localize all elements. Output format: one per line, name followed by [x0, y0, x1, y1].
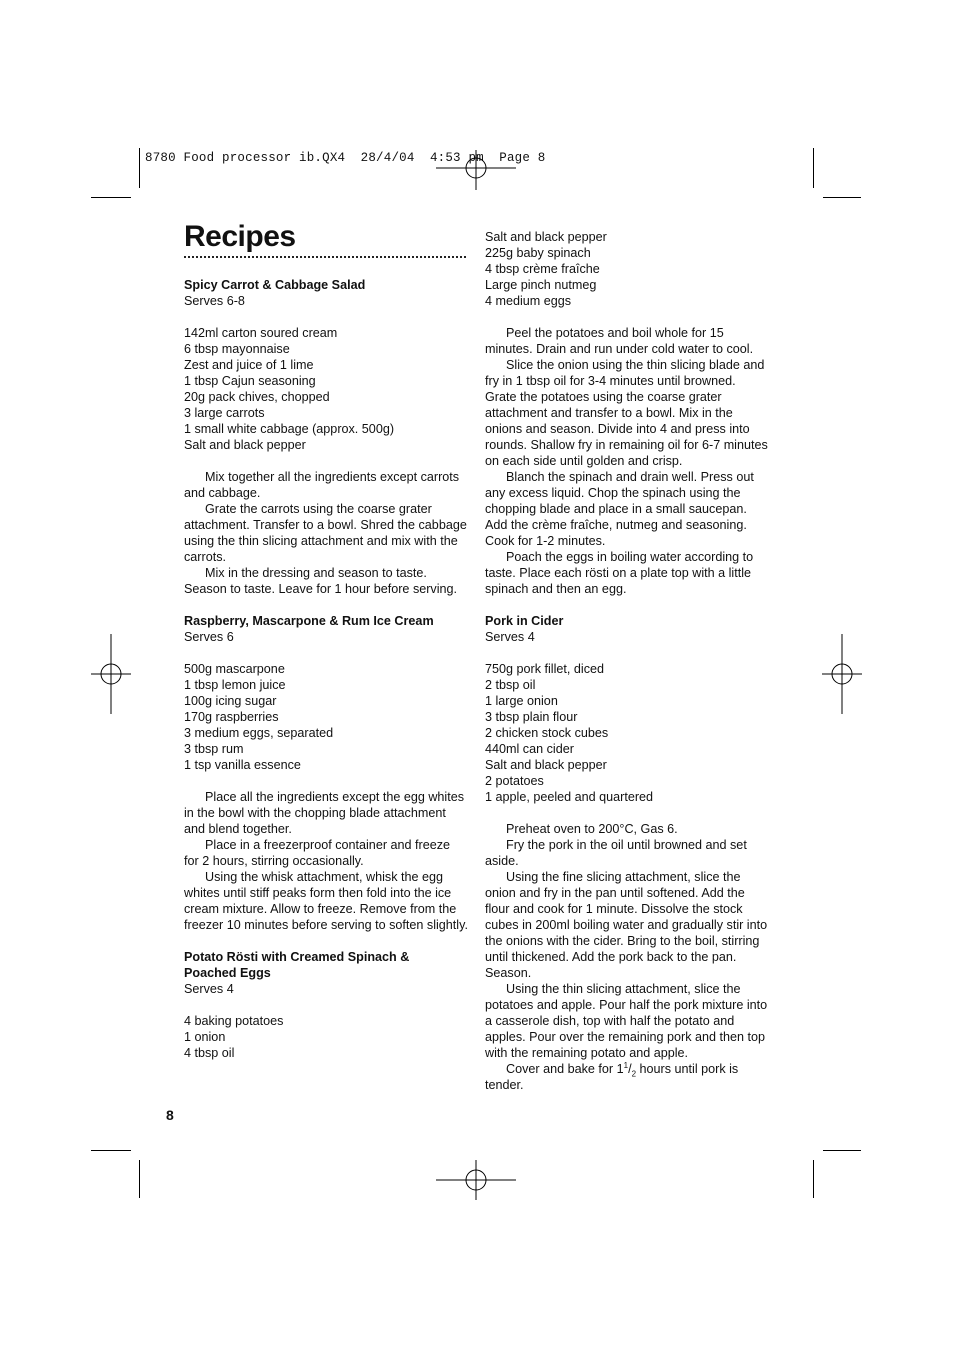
ingredient-item: 100g icing sugar [184, 694, 277, 708]
ingredient-item: 1 tsp vanilla essence [184, 758, 301, 772]
crop-mark [823, 197, 861, 198]
ingredient-item: 1 apple, peeled and quartered [485, 790, 654, 804]
left-column [184, 277, 468, 1061]
ingredient-item: 1 large onion [485, 694, 558, 708]
method-steps [184, 469, 468, 597]
method-step: Using the whisk attachment, whisk the egg whites until stiff peaks form then fold into the ice cream mixture. Allow to freeze. Remove from the freezer 10 minutes before serving to soften slightly. [184, 870, 468, 932]
method-step: Place all the ingredients except the egg whites in the bowl with the chopping blade attachment and blend together. [184, 790, 465, 836]
recipe-serves: Serves 4 [184, 982, 234, 996]
registration-mark-icon [436, 1160, 516, 1200]
method-step: Grate the carrots using the coarse grater attachment. Transfer to a bowl. Shred the cabbage using the thin slicing attachment and mix with the carrots. [184, 502, 467, 564]
ingredient-list [184, 661, 468, 773]
registration-mark-icon [91, 634, 131, 714]
method-step: Peel the potatoes and boil whole for 15 minutes. Drain and run under cold water to cool. [485, 326, 754, 356]
method-step: Cover and bake for $1^1/_2$ hours until pork is tender. [485, 1060, 739, 1092]
ingredient-item: Large pinch nutmeg [485, 278, 597, 292]
recipe-title: Poached Eggs [184, 966, 271, 980]
method-step: Fry the pork in the oil until browned and set aside. [485, 838, 747, 868]
method-step: Blanch the spinach and drain well. Press out any excess liquid. Chop the spinach using the chopping blade and place in a small saucepan. Add the crème fraîche, nutmeg and seasoning. Cook for 1-2 minutes. [485, 470, 754, 548]
method-steps [485, 325, 769, 597]
recipe-serves: Serves 4 [485, 630, 535, 644]
ingredient-list [184, 325, 468, 453]
ingredient-item: 1 onion [184, 1030, 226, 1044]
ingredient-item: Salt and black pepper [184, 438, 306, 452]
ingredient-item: 225g baby spinach [485, 246, 591, 260]
ingredient-item: 4 tbsp oil [184, 1046, 235, 1060]
ingredient-list [184, 1013, 468, 1061]
method-steps [184, 789, 468, 933]
ingredient-item: 20g pack chives, chopped [184, 390, 330, 404]
method-step: Place in a freezerproof container and freeze for 2 hours, stirring occasionally. [184, 838, 451, 868]
print-slug: 8780 Food processor ib.QX4 28/4/04 4:53 pm Page 8 [145, 151, 546, 165]
crop-mark [813, 1160, 814, 1198]
ingredient-item: 4 baking potatoes [184, 1014, 284, 1028]
ingredient-item: 6 tbsp mayonnaise [184, 342, 290, 356]
registration-mark-icon [436, 150, 516, 190]
ingredient-item: 1 small white cabbage (approx. 500g) [184, 422, 395, 436]
method-step: Poach the eggs in boiling water according to taste. Place each rösti on a plate top with a little spinach and then an egg. [485, 550, 754, 596]
ingredient-list [485, 229, 769, 309]
ingredient-item: 500g mascarpone [184, 662, 285, 676]
method-steps [485, 821, 769, 1061]
ingredient-item: 2 chicken stock cubes [485, 726, 609, 740]
ingredient-item: 3 tbsp plain flour [485, 710, 578, 724]
method-step: Using the thin slicing attachment, slice the potatoes and apple. Pour half the pork mixture into a casserole dish, top with half the potato and apples. Pour over the remaining pork and then top with the remaining potato and apple. [485, 982, 768, 1060]
page-title: Recipes [184, 220, 296, 253]
ingredient-item: 4 medium eggs [485, 294, 572, 308]
crop-mark [139, 148, 140, 188]
crop-mark [823, 1150, 861, 1151]
method-step: Mix in the dressing and season to taste. Season to taste. Leave for 1 hour before serving. [184, 566, 458, 596]
recipe-title: Spicy Carrot & Cabbage Salad [184, 278, 366, 292]
ingredient-item: 1 tbsp lemon juice [184, 678, 286, 692]
ingredient-item: 2 potatoes [485, 774, 544, 788]
crop-mark [813, 148, 814, 188]
ingredient-item: Salt and black pepper [485, 230, 607, 244]
crop-mark [91, 1150, 131, 1151]
title-divider [184, 256, 466, 258]
recipe-title: Potato Rösti with Creamed Spinach & [184, 950, 410, 964]
method-step: Preheat oven to 200°C, Gas 6. [506, 822, 678, 836]
ingredient-item: 2 tbsp oil [485, 678, 536, 692]
recipe-title: Raspberry, Mascarpone & Rum Ice Cream [184, 614, 434, 628]
registration-mark-icon [822, 634, 862, 714]
ingredient-item: 3 large carrots [184, 406, 265, 420]
ingredient-item: 142ml carton soured cream [184, 326, 338, 340]
right-column [485, 229, 769, 1093]
crop-mark [91, 197, 131, 198]
method-step: Slice the onion using the thin slicing blade and fry in 1 tbsp oil for 3-4 minutes until browned. Grate the potatoes using the coarse grater attachment and transfer to a bowl. Mix in the onions and season. Divide into 4 and press into rounds. Shallow fry in remaining oil for 6-7 minutes on each side until golden and crisp. [485, 358, 768, 468]
ingredient-item: 3 tbsp rum [184, 742, 244, 756]
ingredient-item: 440ml can cider [485, 742, 574, 756]
ingredient-item: Zest and juice of 1 lime [184, 358, 314, 372]
ingredient-item: 1 tbsp Cajun seasoning [184, 374, 316, 388]
ingredient-item: 4 tbsp crème fraîche [485, 262, 600, 276]
ingredient-list [485, 661, 769, 805]
recipe-serves: Serves 6 [184, 630, 234, 644]
method-step: Using the fine slicing attachment, slice the onion and fry in the pan until softened. Add the flour and cook for 1 minute. Dissolve the stock cubes in 200ml boiling water and gradually stir into the onions with the cider. Bring to the boil, stirring until thickened. Add the pork back to the pan. Season. [485, 870, 768, 980]
page-number: 8 [166, 1107, 174, 1123]
ingredient-item: Salt and black pepper [485, 758, 607, 772]
crop-mark [139, 1160, 140, 1198]
recipe-serves: Serves 6-8 [184, 294, 245, 308]
ingredient-item: 750g pork fillet, diced [485, 662, 605, 676]
ingredient-item: 3 medium eggs, separated [184, 726, 334, 740]
recipe-title: Pork in Cider [485, 614, 564, 628]
ingredient-item: 170g raspberries [184, 710, 279, 724]
method-step: Mix together all the ingredients except carrots and cabbage. [184, 470, 460, 500]
